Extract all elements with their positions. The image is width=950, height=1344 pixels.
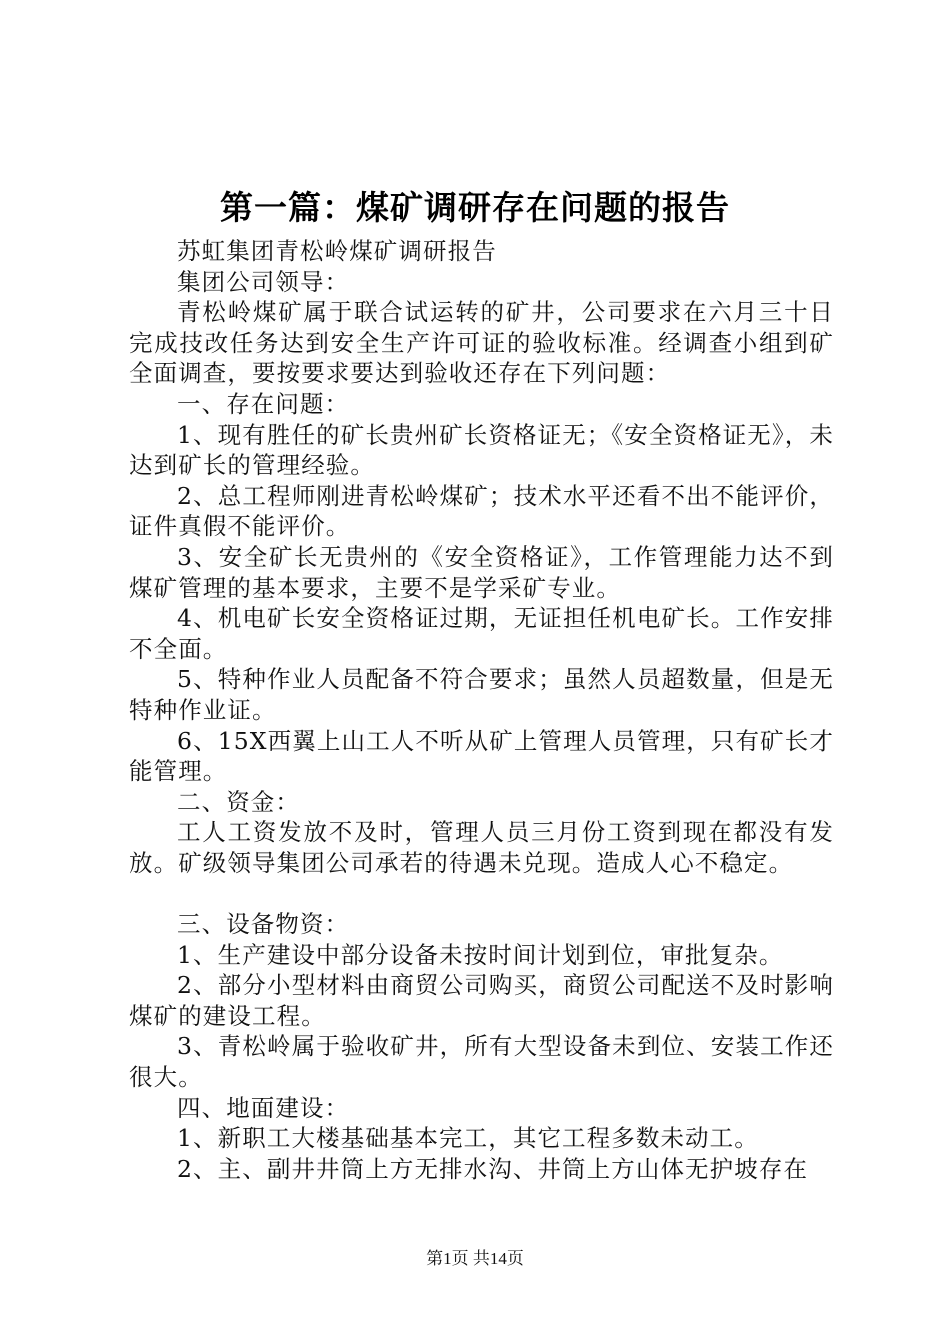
funds-paragraph: 工人工资发放不及时，管理人员三月份工资到现在都没有发放。矿级领导集团公司承若的待遇未兑现。造成人心不稳定。 — [129, 818, 834, 877]
equipment-item-2: 2、部分小型材料由商贸公司购买，商贸公司配送不及时影响煤矿的建设工程。 — [129, 971, 834, 1030]
report-heading: 苏虹集团青松岭煤矿调研报告 — [177, 237, 497, 265]
ground-item-2: 2、主、副井井筒上方无排水沟、井筒上方山体无护坡存在 — [177, 1154, 809, 1183]
salutation: 集团公司领导： — [177, 267, 350, 296]
section-heading-funds: 二、资金： — [177, 787, 300, 816]
page-footer: 第1页 共14页 — [426, 1249, 524, 1268]
issue-item-5: 5、特种作业人员配备不符合要求；虽然人员超数量，但是无特种作业证。 — [129, 665, 834, 724]
issue-item-4: 4、机电矿长安全资格证过期，无证担任机电矿长。工作安排不全面。 — [129, 604, 834, 663]
issue-item-6: 6、15X西翼上山工人不听从矿上管理人员管理，只有矿长才能管理。 — [129, 726, 834, 786]
document-body — [129, 236, 834, 1184]
section-heading-issues: 一、存在问题： — [177, 389, 350, 418]
blank-line — [129, 878, 834, 909]
issue-item-2: 2、总工程师刚进青松岭煤矿；技术水平还看不出不能评价，证件真假不能评价。 — [129, 481, 834, 541]
equipment-item-3: 3、青松岭属于验收矿井，所有大型设备未到位、安装工作还很大。 — [129, 1032, 834, 1092]
ground-item-1: 1、新职工大楼基础基本完工，其它工程多数未动工。 — [177, 1124, 759, 1153]
intro-paragraph: 青松岭煤矿属于联合试运转的矿井，公司要求在六月三十日完成技改任务达到安全生产许可证的验收标准。经调查小组到矿全面调查，要按要求要达到验收还存在下列问题： — [129, 298, 834, 388]
issue-item-1: 1、现有胜任的矿长贵州矿长资格证无；《安全资格证无》，未达到矿长的管理经验。 — [129, 420, 834, 480]
section-heading-ground: 四、地面建设： — [177, 1093, 350, 1122]
issue-item-3: 3、安全矿长无贵州的《安全资格证》，工作管理能力达不到煤矿管理的基本要求，主要不是学采矿专业。 — [129, 542, 834, 602]
section-heading-equipment: 三、设备物资： — [177, 910, 350, 939]
equipment-item-1: 1、生产建设中部分设备未按时间计划到位，审批复杂。 — [177, 940, 784, 969]
document-title: 第一篇：煤矿调研存在问题的报告 — [220, 188, 730, 227]
